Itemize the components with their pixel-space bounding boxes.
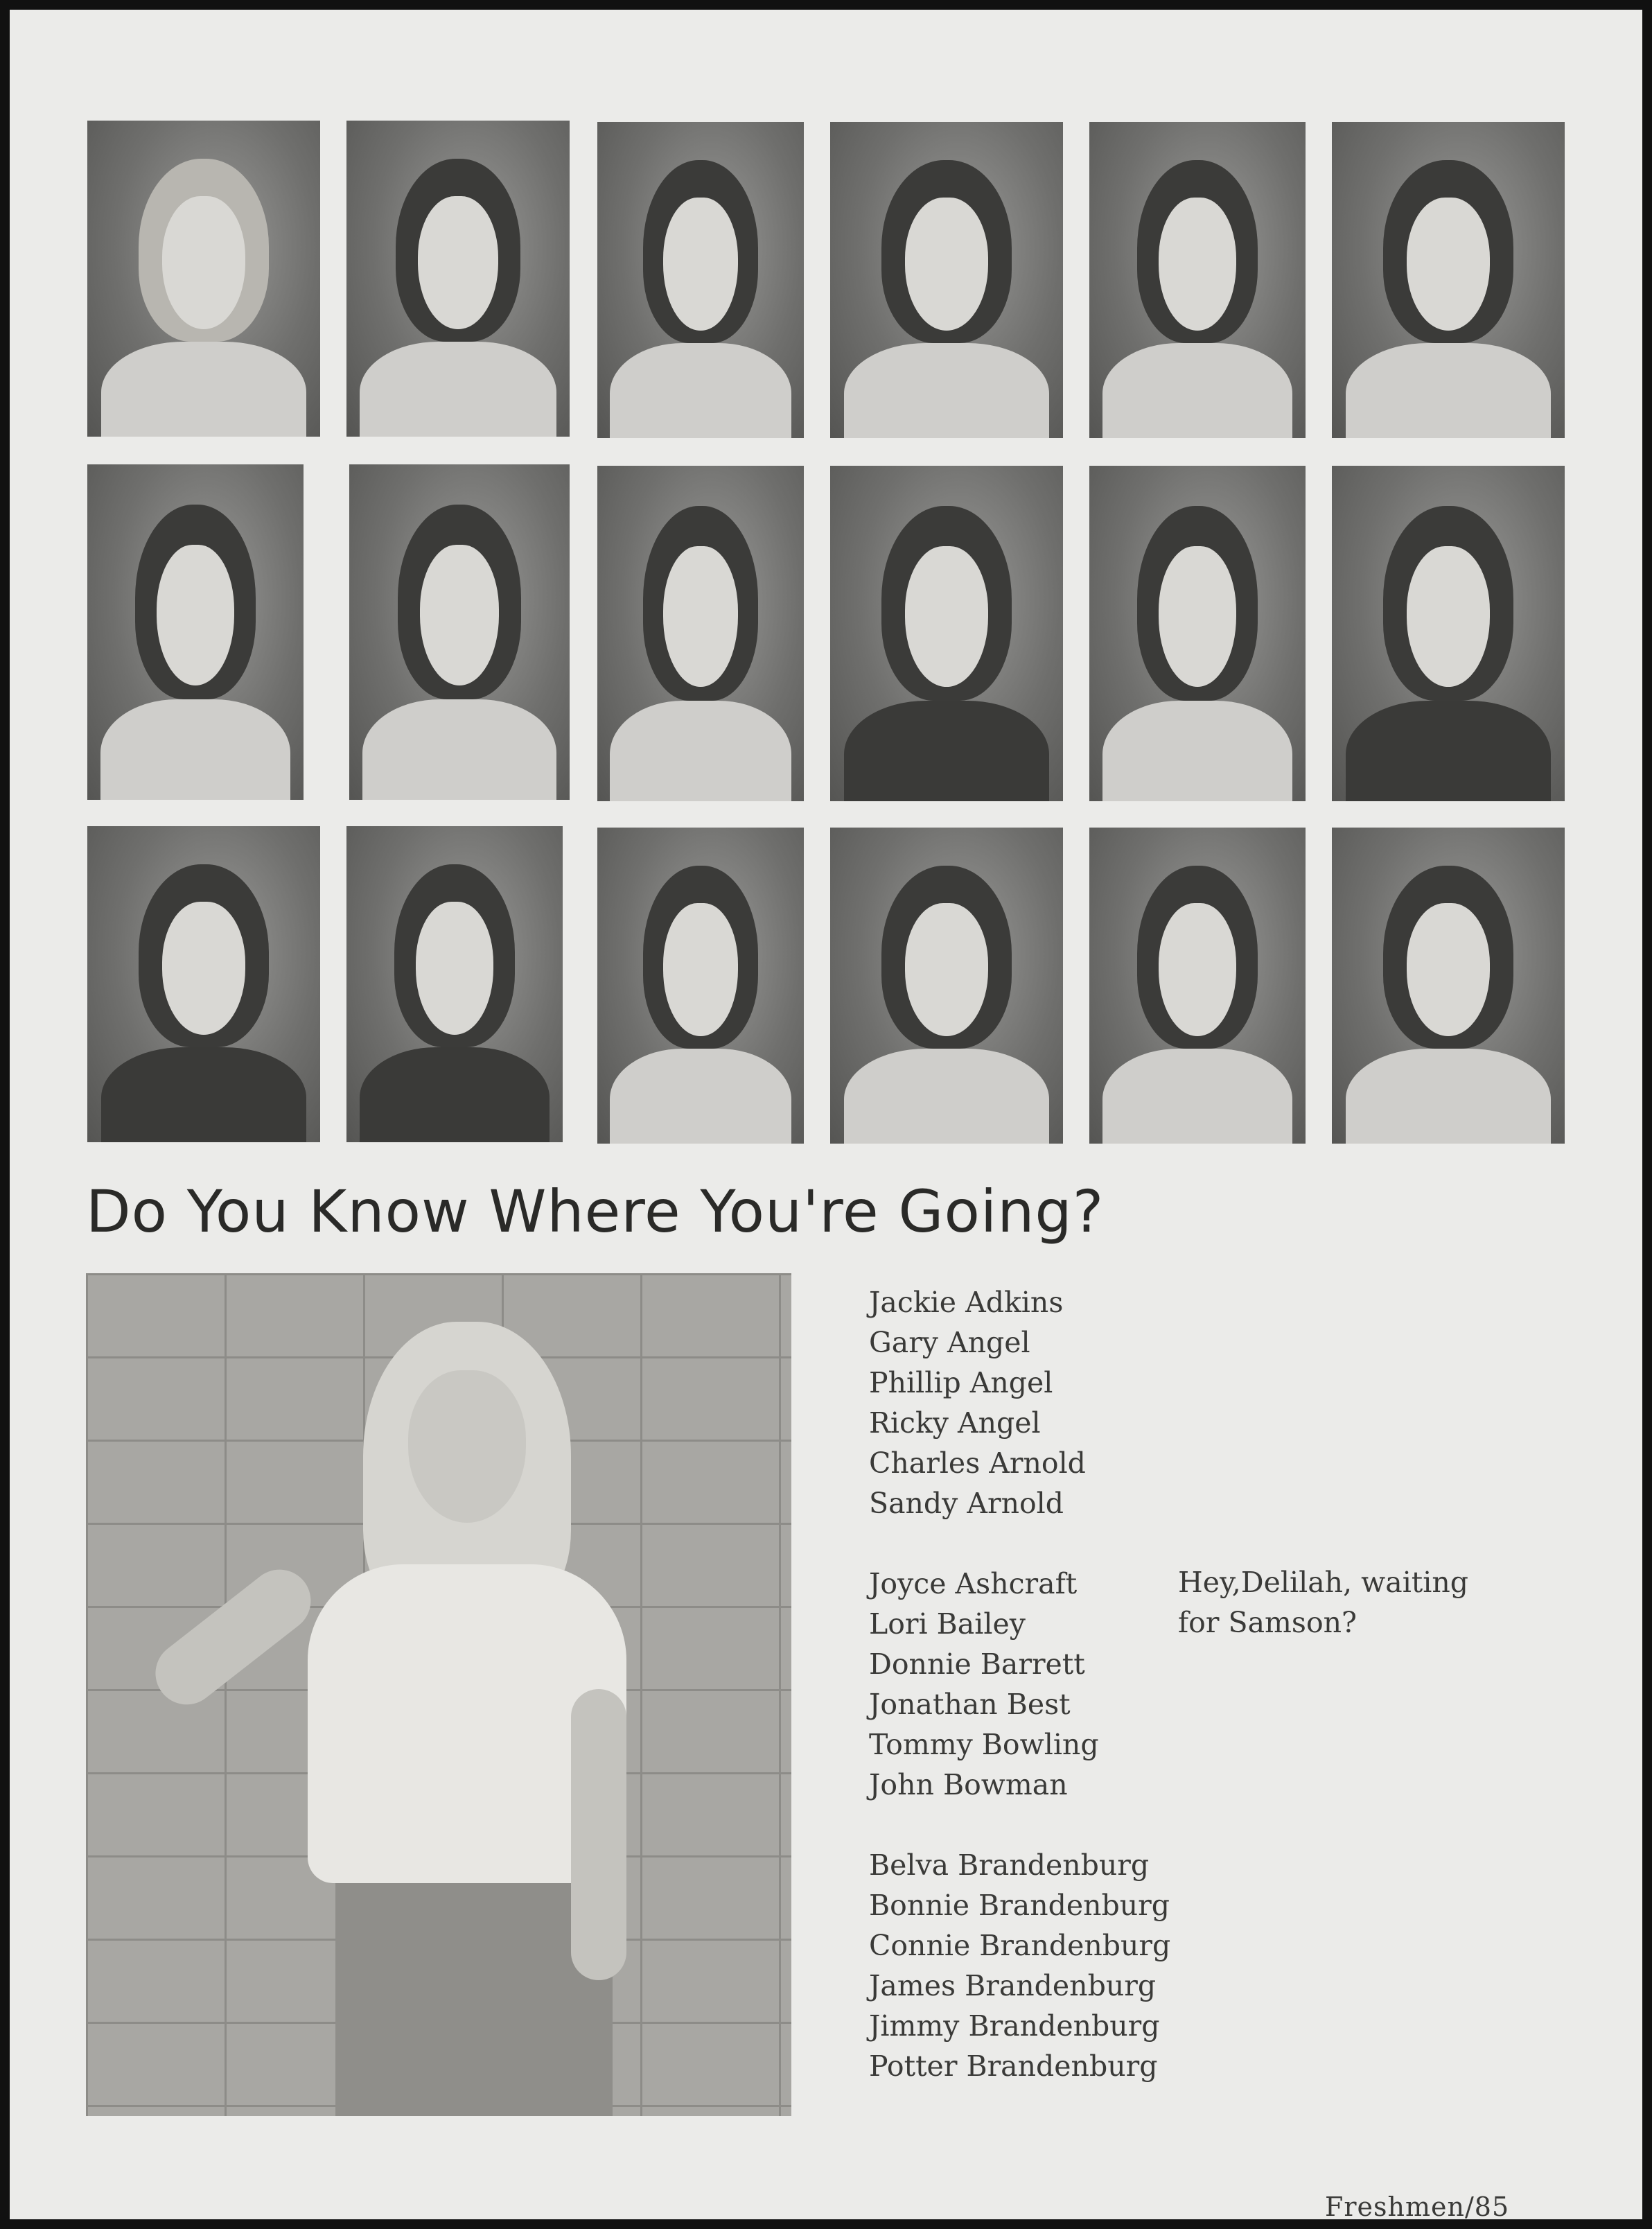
student-portrait <box>1089 828 1306 1144</box>
student-name: Bonnie Brandenburg <box>869 1889 1170 1922</box>
student-portrait <box>87 826 320 1142</box>
student-portrait <box>346 121 570 437</box>
student-name: Sandy Arnold <box>869 1487 1064 1520</box>
student-name: Donnie Barrett <box>869 1647 1085 1681</box>
student-portrait <box>830 828 1063 1144</box>
student-portrait <box>1332 466 1565 801</box>
student-name: John Bowman <box>869 1768 1068 1801</box>
student-name: Jackie Adkins <box>869 1286 1064 1319</box>
student-name: Potter Brandenburg <box>869 2049 1158 2083</box>
student-name: Lori Bailey <box>869 1607 1026 1641</box>
student-name: Belva Brandenburg <box>869 1848 1150 1882</box>
student-portrait <box>349 464 570 800</box>
photo-caption <box>1178 1562 1468 1643</box>
page-headline: Do You Know Where You're Going? <box>86 1178 1105 1245</box>
caption-line: Hey,Delilah, waiting <box>1178 1566 1469 1599</box>
student-portrait <box>597 466 804 801</box>
student-name: James Brandenburg <box>869 1969 1157 2002</box>
group-spacer <box>869 1805 1170 1845</box>
student-name: Gary Angel <box>869 1326 1030 1359</box>
student-portrait <box>830 466 1063 801</box>
caption-line: for Samson? <box>1178 1606 1357 1639</box>
student-portrait <box>830 122 1063 438</box>
student-portrait <box>87 464 304 800</box>
group-spacer <box>869 1523 1170 1564</box>
student-name: Joyce Ashcraft <box>869 1567 1078 1600</box>
candid-photo <box>86 1273 791 2116</box>
student-name: Jonathan Best <box>869 1688 1071 1721</box>
student-portrait <box>1332 828 1565 1144</box>
page-folio: Freshmen/85 <box>1325 2192 1510 2219</box>
student-portrait <box>597 122 804 438</box>
student-name-list <box>869 1282 1170 2086</box>
student-portrait <box>1089 122 1306 438</box>
student-portrait <box>346 826 563 1142</box>
student-portrait <box>597 828 804 1144</box>
student-name: Phillip Angel <box>869 1366 1053 1399</box>
yearbook-page <box>10 10 1642 2219</box>
student-name: Ricky Angel <box>869 1406 1041 1440</box>
student-portrait <box>1332 122 1565 438</box>
student-name: Tommy Bowling <box>869 1728 1099 1761</box>
student-portrait <box>87 121 320 437</box>
student-name: Charles Arnold <box>869 1446 1086 1480</box>
student-portrait <box>1089 466 1306 801</box>
student-name: Jimmy Brandenburg <box>869 2009 1160 2043</box>
student-name: Connie Brandenburg <box>869 1929 1171 1962</box>
